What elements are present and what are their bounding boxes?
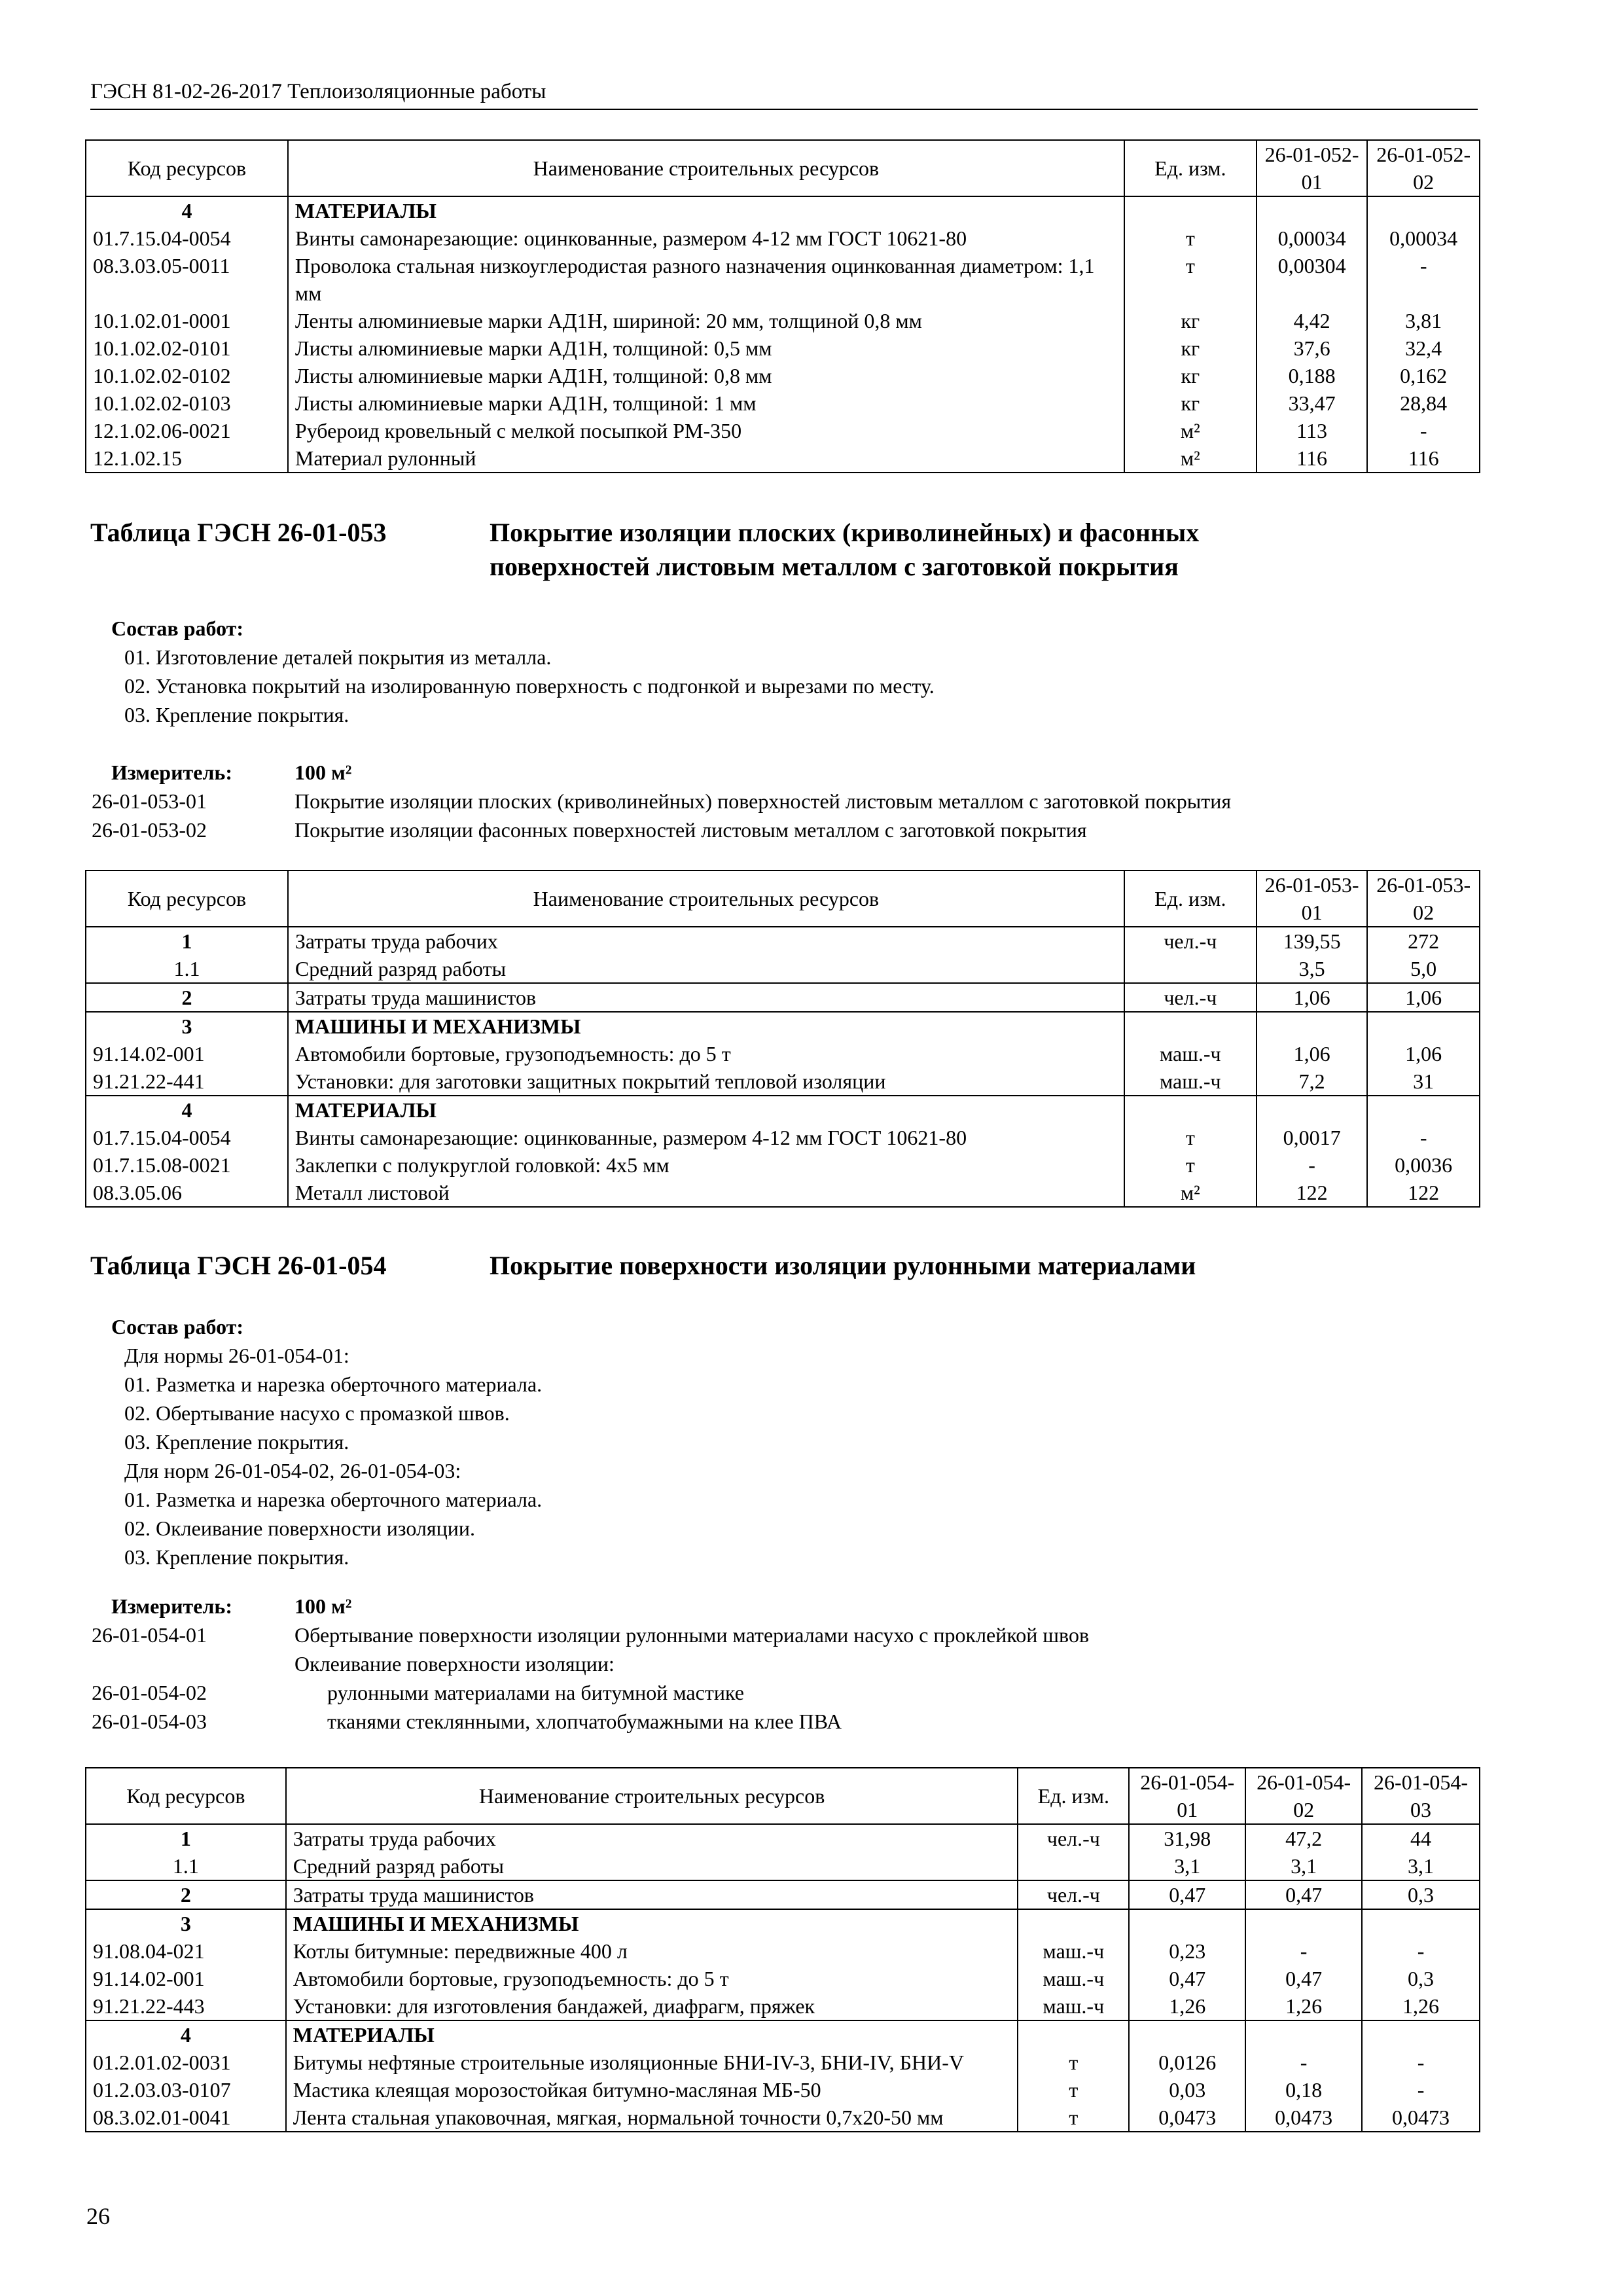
table-row [86, 1040, 1480, 1067]
value-cell: - [1245, 1937, 1362, 1965]
resource-name: Установки: для заготовки защитных покрытий тепловой изоляции [288, 1067, 1124, 1096]
value-cell: 122 [1257, 1179, 1368, 1207]
unit-cell: т [1124, 1151, 1257, 1179]
value-cell [1362, 1909, 1480, 1937]
resource-code: 10.1.02.01-0001 [86, 307, 288, 334]
col-norm-header: 26-01-052-02 [1367, 140, 1480, 196]
value-cell: - [1362, 2049, 1480, 2076]
value-cell: 0,23 [1129, 1937, 1245, 1965]
resource-code: 01.2.01.02-0031 [86, 2049, 286, 2076]
resource-code: 01.7.15.04-0054 [86, 224, 288, 252]
section-title-054: Покрытие поверхности изоляции рулонными материалами [490, 1251, 1196, 1280]
resource-name: Мастика клеящая морозостойкая битумно-масляная МБ-50 [286, 2076, 1018, 2104]
col-code-header: Код ресурсов [86, 870, 288, 927]
value-cell: 1,06 [1367, 983, 1480, 1012]
value-cell: 1,06 [1257, 983, 1368, 1012]
resource-code: 4 [86, 1096, 288, 1124]
measure-label: Измеритель: [111, 761, 232, 784]
unit-cell: кг [1124, 389, 1257, 417]
value-cell [1362, 2020, 1480, 2049]
resource-code: 91.21.22-441 [86, 1067, 288, 1096]
table-row [86, 1096, 1480, 1124]
value-cell: 3,1 [1245, 1852, 1362, 1880]
resource-name: Затраты труда машинистов [286, 1880, 1018, 1909]
unit-cell: кг [1124, 334, 1257, 362]
resource-name: Ленты алюминиевые марки АД1Н, шириной: 20 мм, толщиной 0,8 мм [288, 307, 1124, 334]
unit-cell: м² [1124, 444, 1257, 473]
value-cell: 0,00034 [1367, 224, 1480, 252]
value-cell: 116 [1257, 444, 1368, 473]
value-cell: 0,0036 [1367, 1151, 1480, 1179]
norm-code: 26-01-053-01 [92, 789, 207, 813]
resource-name: Проволока стальная низкоуглеродистая разного назначения оцинкованная диаметром: 1,1 мм [288, 252, 1124, 307]
unit-cell: чел.-ч [1124, 927, 1257, 955]
table-row [86, 196, 1480, 224]
resource-code: 01.2.03.03-0107 [86, 2076, 286, 2104]
table-row [86, 1124, 1480, 1151]
resource-code: 08.3.03.05-0011 [86, 252, 288, 307]
col-norm-header: 26-01-053-01 [1257, 870, 1368, 927]
resource-name: Автомобили бортовые, грузоподъемность: до 5 т [286, 1965, 1018, 1992]
value-cell [1257, 196, 1368, 224]
work-step: 02. Обертывание насухо с промазкой швов. [124, 1401, 510, 1425]
value-cell: 0,3 [1362, 1965, 1480, 1992]
resource-code: 4 [86, 2020, 286, 2049]
resource-name: Затраты труда машинистов [288, 983, 1124, 1012]
table-row [86, 307, 1480, 334]
work-step: 01. Разметка и нарезка оберточного материала. [124, 1488, 543, 1511]
resource-name: Металл листовой [288, 1179, 1124, 1207]
table-row [86, 983, 1480, 1012]
unit-cell: т [1018, 2104, 1129, 2132]
value-cell: 44 [1362, 1824, 1480, 1852]
resource-name: Затраты труда рабочих [286, 1824, 1018, 1852]
resource-code: 12.1.02.15 [86, 444, 288, 473]
value-cell: 116 [1367, 444, 1480, 473]
resource-name: Автомобили бортовые, грузоподъемность: до 5 т [288, 1040, 1124, 1067]
value-cell [1257, 1096, 1368, 1124]
col-code-header: Код ресурсов [86, 140, 288, 196]
table-header-row [86, 870, 1480, 927]
work-step: Для нормы 26-01-054-01: [124, 1344, 349, 1367]
value-cell: - [1367, 1124, 1480, 1151]
table-row [86, 362, 1480, 389]
col-norm-header: 26-01-052-01 [1257, 140, 1368, 196]
resource-code: 10.1.02.02-0101 [86, 334, 288, 362]
resource-name: Лента стальная упаковочная, мягкая, нормальной точности 0,7х20-50 мм [286, 2104, 1018, 2132]
value-cell [1129, 2020, 1245, 2049]
resource-name: Заклепки с полукруглой головкой: 4х5 мм [288, 1151, 1124, 1179]
col-unit-header: Ед. изм. [1124, 140, 1257, 196]
resource-code: 91.21.22-443 [86, 1992, 286, 2020]
resource-code: 2 [86, 1880, 286, 1909]
value-cell: 139,55 [1257, 927, 1368, 955]
resource-table-053 [85, 870, 1480, 1208]
table-row [86, 1909, 1480, 1937]
work-step: Для норм 26-01-054-02, 26-01-054-03: [124, 1459, 461, 1482]
value-cell: 0,47 [1129, 1965, 1245, 1992]
col-norm-header: 26-01-054-03 [1362, 1768, 1480, 1824]
table-header-row [86, 1768, 1480, 1824]
table-row [86, 2049, 1480, 2076]
col-norm-header: 26-01-054-02 [1245, 1768, 1362, 1824]
work-step: 01. Изготовление деталей покрытия из металла. [124, 645, 552, 669]
unit-cell: маш.-ч [1018, 1992, 1129, 2020]
norm-text: Оклеивание поверхности изоляции: [294, 1652, 615, 1676]
value-cell: 3,1 [1362, 1852, 1480, 1880]
unit-cell: т [1124, 252, 1257, 307]
unit-cell [1124, 1096, 1257, 1124]
value-cell: 0,0017 [1257, 1124, 1368, 1151]
resource-table-052 [85, 139, 1480, 473]
table-row [86, 1880, 1480, 1909]
table-label-054: Таблица ГЭСН 26-01-054 [90, 1251, 387, 1280]
resource-code: 01.7.15.04-0054 [86, 1124, 288, 1151]
unit-cell: маш.-ч [1018, 1937, 1129, 1965]
value-cell: 0,47 [1129, 1880, 1245, 1909]
resource-code: 08.3.02.01-0041 [86, 2104, 286, 2132]
resource-name: Средний разряд работы [286, 1852, 1018, 1880]
value-cell [1245, 2020, 1362, 2049]
col-name-header: Наименование строительных ресурсов [288, 140, 1124, 196]
value-cell: 31,98 [1129, 1824, 1245, 1852]
resource-code: 10.1.02.02-0103 [86, 389, 288, 417]
measure-block-053 [92, 758, 1231, 844]
unit-cell: кг [1124, 362, 1257, 389]
unit-cell: кг [1124, 307, 1257, 334]
value-cell: - [1367, 417, 1480, 444]
norm-text: рулонными материалами на битумной мастике [327, 1681, 744, 1704]
resource-code: 1 [86, 1824, 286, 1852]
value-cell [1367, 1096, 1480, 1124]
value-cell: 0,03 [1129, 2076, 1245, 2104]
resource-name: Котлы битумные: передвижные 400 л [286, 1937, 1018, 1965]
resource-name: Затраты труда рабочих [288, 927, 1124, 955]
resource-name: Винты самонарезающие: оцинкованные, размером 4-12 мм ГОСТ 10621-80 [288, 224, 1124, 252]
unit-cell [1018, 2020, 1129, 2049]
table-row [86, 417, 1480, 444]
table-row [86, 1151, 1480, 1179]
norm-code: 26-01-054-01 [92, 1623, 207, 1647]
value-cell: - [1362, 2076, 1480, 2104]
resource-table-054 [85, 1767, 1480, 2132]
value-cell: 0,00034 [1257, 224, 1368, 252]
value-cell: - [1257, 1151, 1368, 1179]
norm-code [92, 1649, 294, 1678]
table-row [86, 389, 1480, 417]
table-row [86, 224, 1480, 252]
table-row [86, 1012, 1480, 1040]
unit-cell: чел.-ч [1124, 983, 1257, 1012]
resource-code: 4 [86, 196, 288, 224]
work-step: 02. Оклеивание поверхности изоляции. [124, 1516, 475, 1540]
resource-code: 1.1 [86, 955, 288, 983]
col-code-header: Код ресурсов [86, 1768, 286, 1824]
norm-text: Покрытие изоляции плоских (криволинейных) поверхностей листовым металлом с заготовкой покрытия [294, 789, 1232, 813]
resource-name: Винты самонарезающие: оцинкованные, размером 4-12 мм ГОСТ 10621-80 [288, 1124, 1124, 1151]
value-cell: 1,06 [1257, 1040, 1368, 1067]
table-row [86, 2020, 1480, 2049]
measure-block-054 [92, 1592, 1089, 1736]
unit-cell: маш.-ч [1124, 1067, 1257, 1096]
work-step: 03. Крепление покрытия. [124, 703, 349, 726]
col-name-header: Наименование строительных ресурсов [288, 870, 1124, 927]
measure-unit: 100 м² [294, 1594, 352, 1618]
work-step: 02. Установка покрытий на изолированную поверхность с подгонкой и вырезами по месту. [124, 674, 935, 698]
table-row [86, 252, 1480, 307]
value-cell: 0,0126 [1129, 2049, 1245, 2076]
table-row [86, 1852, 1480, 1880]
resource-name: Установки: для изготовления бандажей, диафрагм, пряжек [286, 1992, 1018, 2020]
value-cell: 47,2 [1245, 1824, 1362, 1852]
measure-label: Измеритель: [111, 1594, 232, 1618]
resource-name: Рубероид кровельный с мелкой посыпкой РМ-350 [288, 417, 1124, 444]
norm-code: 26-01-053-02 [92, 818, 207, 842]
resource-code: 08.3.05.06 [86, 1179, 288, 1207]
value-cell: 1,26 [1245, 1992, 1362, 2020]
table-row [86, 334, 1480, 362]
table-header-row [86, 140, 1480, 196]
resource-code: 91.14.02-001 [86, 1965, 286, 1992]
work-composition-053 [111, 614, 935, 729]
resource-code: 3 [86, 1909, 286, 1937]
resource-code: 12.1.02.06-0021 [86, 417, 288, 444]
table-row [86, 1937, 1480, 1965]
value-cell: 3,1 [1129, 1852, 1245, 1880]
work-composition-label: Состав работ: [111, 1315, 244, 1338]
value-cell: 1,06 [1367, 1040, 1480, 1067]
table-row [86, 1992, 1480, 2020]
value-cell: 3,81 [1367, 307, 1480, 334]
value-cell: 5,0 [1367, 955, 1480, 983]
page-header: ГЭСН 81-02-26-2017 Теплоизоляционные работы [90, 79, 1478, 110]
resource-name: Средний разряд работы [288, 955, 1124, 983]
resource-code: 10.1.02.02-0102 [86, 362, 288, 389]
unit-cell [1018, 1852, 1129, 1880]
col-norm-header: 26-01-054-01 [1129, 1768, 1245, 1824]
value-cell: 272 [1367, 927, 1480, 955]
value-cell: 0,0473 [1129, 2104, 1245, 2132]
table-row [86, 1067, 1480, 1096]
value-cell [1129, 1909, 1245, 1937]
unit-cell [1124, 196, 1257, 224]
work-composition-label: Состав работ: [111, 617, 244, 640]
value-cell: 0,188 [1257, 362, 1368, 389]
value-cell: 1,26 [1362, 1992, 1480, 2020]
page-number: 26 [86, 2203, 110, 2229]
unit-cell: чел.-ч [1018, 1880, 1129, 1909]
value-cell: 37,6 [1257, 334, 1368, 362]
value-cell: - [1367, 252, 1480, 307]
norm-text: Обертывание поверхности изоляции рулонными материалами насухо с проклейкой швов [294, 1623, 1090, 1647]
col-norm-header: 26-01-053-02 [1367, 870, 1480, 927]
work-step: 01. Разметка и нарезка оберточного материала. [124, 1372, 543, 1396]
resource-code: 1 [86, 927, 288, 955]
norm-text: Покрытие изоляции фасонных поверхностей листовым металлом с заготовкой покрытия [294, 818, 1087, 842]
table-row [86, 1179, 1480, 1207]
table-row [86, 927, 1480, 955]
resource-code: 3 [86, 1012, 288, 1040]
table-label-053: Таблица ГЭСН 26-01-053 [90, 518, 387, 547]
unit-cell: маш.-ч [1018, 1965, 1129, 1992]
table-row [86, 1965, 1480, 1992]
value-cell: 0,162 [1367, 362, 1480, 389]
value-cell: 28,84 [1367, 389, 1480, 417]
value-cell: - [1362, 1937, 1480, 1965]
work-composition-054 [111, 1312, 542, 1571]
value-cell: 1,26 [1129, 1992, 1245, 2020]
unit-cell: т [1018, 2076, 1129, 2104]
resource-code: 91.14.02-001 [86, 1040, 288, 1067]
value-cell: 0,0473 [1362, 2104, 1480, 2132]
value-cell: 0,00304 [1257, 252, 1368, 307]
value-cell: 31 [1367, 1067, 1480, 1096]
value-cell [1257, 1012, 1368, 1040]
title-line: поверхностей листовым металлом с заготовкой покрытия [490, 552, 1179, 581]
unit-cell [1124, 1012, 1257, 1040]
value-cell [1367, 196, 1480, 224]
value-cell: 33,47 [1257, 389, 1368, 417]
work-step: 03. Крепление покрытия. [124, 1545, 349, 1569]
value-cell: 0,3 [1362, 1880, 1480, 1909]
resource-code: 01.7.15.08-0021 [86, 1151, 288, 1179]
table-row [86, 955, 1480, 983]
unit-cell: т [1018, 2049, 1129, 2076]
value-cell: 7,2 [1257, 1067, 1368, 1096]
resource-name: МАТЕРИАЛЫ [286, 2020, 1018, 2049]
resource-name: Листы алюминиевые марки АД1Н, толщиной: 1 мм [288, 389, 1124, 417]
unit-cell [1124, 955, 1257, 983]
norm-code: 26-01-054-03 [92, 1710, 207, 1733]
measure-unit: 100 м² [294, 761, 352, 784]
col-name-header: Наименование строительных ресурсов [286, 1768, 1018, 1824]
norm-text: тканями стеклянными, хлопчатобумажными на клее ПВА [327, 1710, 842, 1733]
unit-cell: м² [1124, 1179, 1257, 1207]
resource-name: МАТЕРИАЛЫ [288, 1096, 1124, 1124]
unit-cell: т [1124, 224, 1257, 252]
table-row [86, 2076, 1480, 2104]
resource-code: 91.08.04-021 [86, 1937, 286, 1965]
value-cell: 32,4 [1367, 334, 1480, 362]
value-cell [1245, 1909, 1362, 1937]
title-line: Покрытие изоляции плоских (криволинейных) и фасонных [490, 518, 1200, 547]
resource-code: 2 [86, 983, 288, 1012]
resource-name: МАШИНЫ И МЕХАНИЗМЫ [288, 1012, 1124, 1040]
value-cell: 3,5 [1257, 955, 1368, 983]
value-cell: - [1245, 2049, 1362, 2076]
unit-cell [1018, 1909, 1129, 1937]
work-step: 03. Крепление покрытия. [124, 1430, 349, 1454]
value-cell: 4,42 [1257, 307, 1368, 334]
resource-name: Битумы нефтяные строительные изоляционные БНИ-IV-3, БНИ-IV, БНИ-V [286, 2049, 1018, 2076]
table-row [86, 1824, 1480, 1852]
resource-code: 1.1 [86, 1852, 286, 1880]
col-unit-header: Ед. изм. [1018, 1768, 1129, 1824]
table-row [86, 444, 1480, 473]
unit-cell: маш.-ч [1124, 1040, 1257, 1067]
value-cell [1367, 1012, 1480, 1040]
table-row [86, 2104, 1480, 2132]
value-cell: 0,47 [1245, 1880, 1362, 1909]
resource-name: Листы алюминиевые марки АД1Н, толщиной: 0,8 мм [288, 362, 1124, 389]
section-title-053 [490, 516, 1199, 584]
resource-name: Материал рулонный [288, 444, 1124, 473]
value-cell: 122 [1367, 1179, 1480, 1207]
value-cell: 113 [1257, 417, 1368, 444]
resource-name: Листы алюминиевые марки АД1Н, толщиной: 0,5 мм [288, 334, 1124, 362]
resource-name: МАШИНЫ И МЕХАНИЗМЫ [286, 1909, 1018, 1937]
resource-name: МАТЕРИАЛЫ [288, 196, 1124, 224]
unit-cell: чел.-ч [1018, 1824, 1129, 1852]
unit-cell: м² [1124, 417, 1257, 444]
value-cell: 0,47 [1245, 1965, 1362, 1992]
value-cell: 0,18 [1245, 2076, 1362, 2104]
norm-code: 26-01-054-02 [92, 1681, 207, 1704]
col-unit-header: Ед. изм. [1124, 870, 1257, 927]
unit-cell: т [1124, 1124, 1257, 1151]
value-cell: 0,0473 [1245, 2104, 1362, 2132]
